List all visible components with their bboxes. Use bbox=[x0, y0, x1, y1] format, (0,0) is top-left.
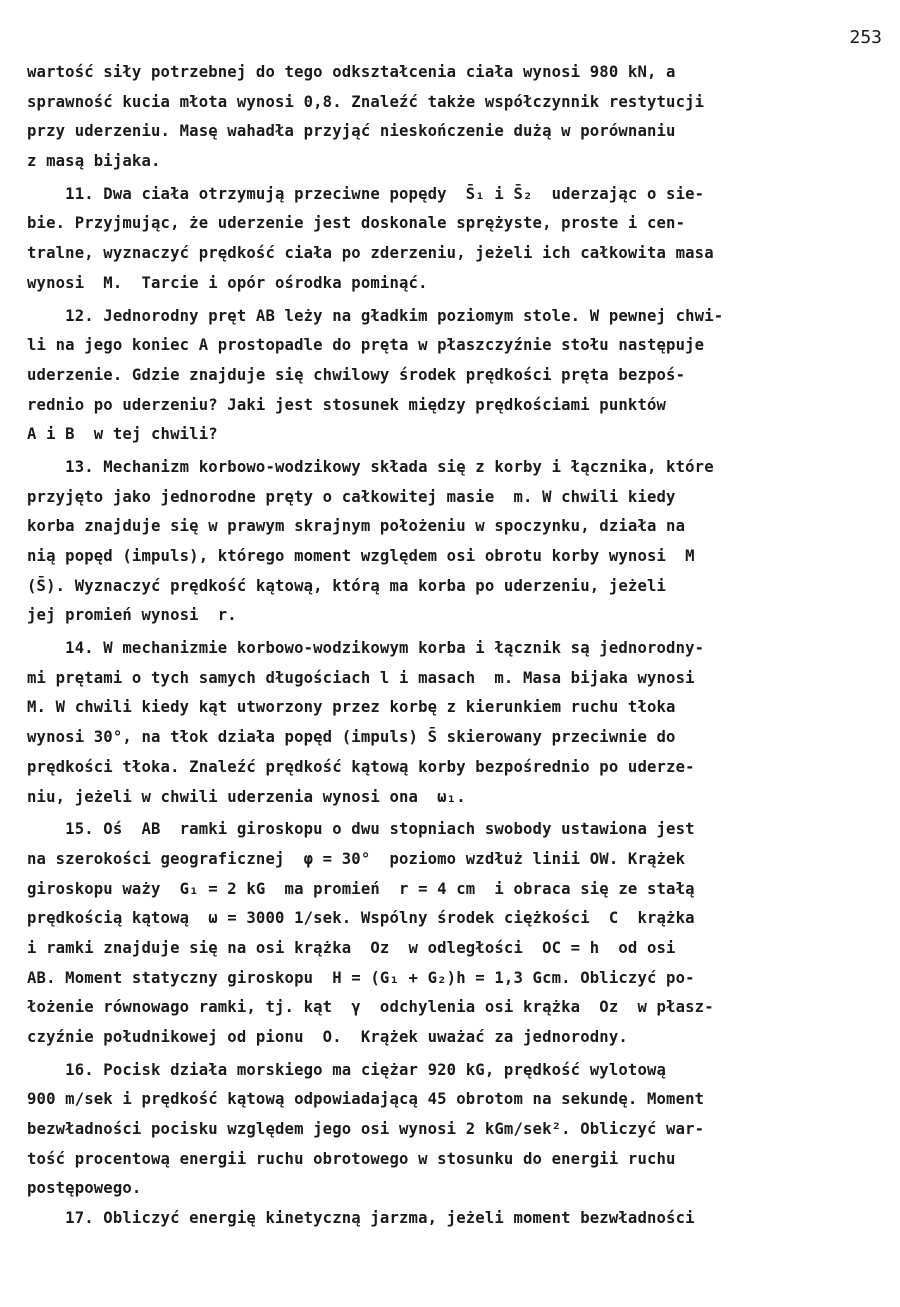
text-line: niu, jeżeli w chwili uderzenia wynosi ona ω₁. bbox=[27, 787, 466, 806]
text-line: prędkością kątową ω = 3000 1/sek. Wspólny środek ciężkości C krążka bbox=[27, 909, 695, 928]
text-line: uderzenie. Gdzie znajduje się chwilowy środek prędkości pręta bezpoś- bbox=[27, 365, 686, 384]
text-line: rednio po uderzeniu? Jaki jest stosunek między prędkościami punktów bbox=[27, 395, 667, 414]
text-line: jej promień wynosi r. bbox=[27, 606, 237, 625]
text-line: M. W chwili kiedy kąt utworzony przez korbę z kierunkiem ruchu tłoka bbox=[27, 698, 676, 717]
problem-15-line: 15. Oś AB ramki giroskopu o dwu stopniach swobody ustawiona jest bbox=[27, 820, 695, 839]
text-line: wynosi 30°, na tłok działa popęd (impuls) S̄ skierowany przeciwnie do bbox=[27, 728, 676, 747]
text-line: bie. Przyjmując, że uderzenie jest doskonale sprężyste, proste i cen- bbox=[27, 214, 686, 233]
problem-11-line: 11. Dwa ciała otrzymują przeciwne popędy S̄₁ i S̄₂ uderzając o sie- bbox=[27, 184, 705, 203]
text-line: i ramki znajduje się na osi krążka Oz w odległości OC = h od osi bbox=[27, 938, 676, 957]
problem-16-line: 16. Pocisk działa morskiego ma ciężar 920 kG, prędkość wylotową bbox=[27, 1060, 667, 1079]
text-line: z masą bijaka. bbox=[27, 152, 161, 171]
text-line: prędkości tłoka. Znaleźć prędkość kątową korby bezpośrednio po uderze- bbox=[27, 757, 695, 776]
text-line: A i B w tej chwili? bbox=[27, 425, 218, 444]
text-line: bezwładności pocisku względem jego osi wynosi 2 kGm/sek². Obliczyć war- bbox=[27, 1120, 705, 1139]
text-line: przy uderzeniu. Masę wahadła przyjąć nieskończenie dużą w porównaniu bbox=[27, 122, 676, 141]
text-line: wartość siły potrzebnej do tego odkształcenia ciała wynosi 980 kN, a bbox=[27, 63, 676, 81]
text-line: wynosi M. Tarcie i opór ośrodka pominąć. bbox=[27, 273, 428, 292]
text-line: czyźnie południkowej od pionu O. Krążek uważać za jednorodny. bbox=[27, 1028, 628, 1046]
text-line: li na jego koniec A prostopadle do pręta w płaszczyźnie stołu następuje bbox=[27, 336, 705, 355]
text-line: (S̄). Wyznaczyć prędkość kątową, którą ma korba po uderzeniu, jeżeli bbox=[27, 576, 667, 595]
text-line: łożenie równowago ramki, tj. kąt γ odchylenia osi krążka Oz w płasz- bbox=[27, 998, 714, 1017]
problem-14-line: 14. W mechanizmie korbowo-wodzikowym korba i łącznik są jednorodny- bbox=[27, 639, 705, 658]
text-line: tralne, wyznaczyć prędkość ciała po zderzeniu, jeżeli ich całkowita masa bbox=[27, 244, 714, 263]
text-line: 900 m/sek i prędkość kątową odpowiadającą 45 obrotom na sekundę. Moment bbox=[27, 1090, 705, 1109]
text-line: korba znajduje się w prawym skrajnym położeniu w spoczynku, działa na bbox=[27, 517, 686, 536]
page-number: 253 bbox=[849, 27, 882, 48]
text-line: postępowego. bbox=[27, 1179, 142, 1198]
text-line: giroskopu waży G₁ = 2 kG ma promień r = 4 cm i obraca się ze stałą bbox=[27, 879, 695, 898]
text-line: przyjęto jako jednorodne pręty o całkowitej masie m. W chwili kiedy bbox=[27, 487, 676, 506]
text-line: sprawność kucia młota wynosi 0,8. Znaleźć także współczynnik restytucji bbox=[27, 92, 705, 111]
text-line: na szerokości geograficznej φ = 30° poziomo wzdłuż linii OW. Krążek bbox=[27, 849, 686, 868]
text-line: AB. Moment statyczny giroskopu H = (G₁ + G₂)h = 1,3 Gcm. Obliczyć po- bbox=[27, 968, 695, 987]
problem-17-line: 17. Obliczyć energię kinetyczną jarzma, jeżeli moment bezwładności bbox=[27, 1209, 695, 1228]
body-text bbox=[27, 58, 882, 1234]
problem-12-line: 12. Jednorodny pręt AB leży na gładkim poziomym stole. W pewnej chwi- bbox=[27, 306, 724, 325]
text-line: nią popęd (impuls), którego moment względem osi obrotu korby wynosi M bbox=[27, 547, 695, 565]
problem-13-line: 13. Mechanizm korbowo-wodzikowy składa się z korby i łącznika, które bbox=[27, 457, 714, 476]
text-line: tość procentową energii ruchu obrotowego w stosunku do energii ruchu bbox=[27, 1149, 676, 1168]
text-line: mi prętami o tych samych długościach l i masach m. Masa bijaka wynosi bbox=[27, 668, 695, 687]
